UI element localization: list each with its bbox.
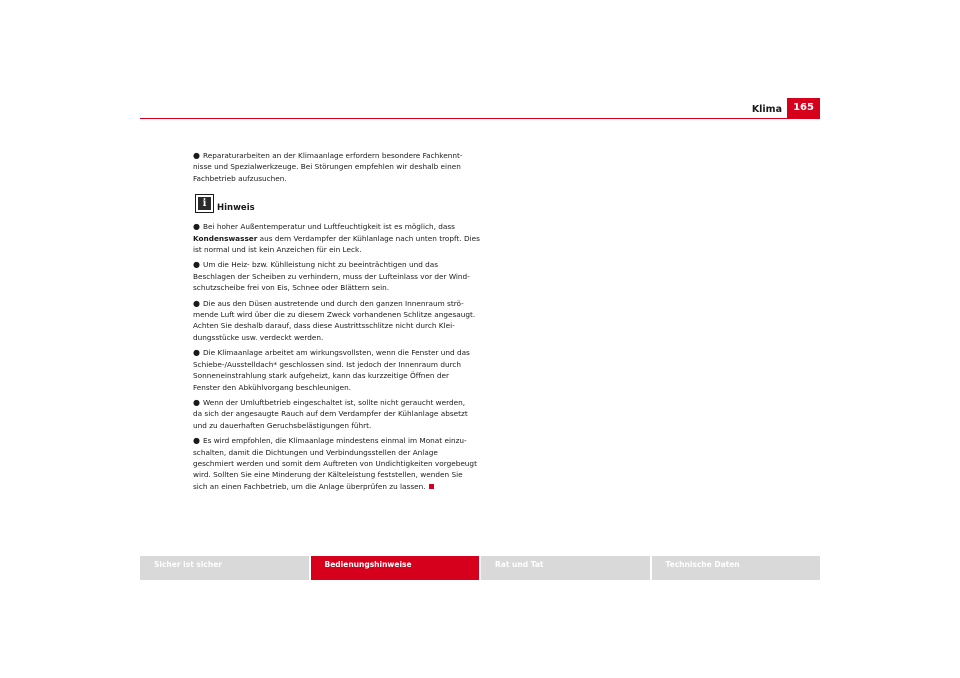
note-bullet-5: ● Wenn der Umluftbetrieb eingeschaltet ist, sollte nicht geraucht werden, da sich der angesaugte Rauch auf dem Verdampfer der Kühlanlage absetzt und zu dauerhaften Geruchsbelästigungen führt. xyxy=(193,397,468,430)
chapter-title: Klima xyxy=(751,104,782,115)
note-bullet-4: ● Die Klimaanlage arbeitet am wirkungsvollsten, wenn die Fenster und das Schiebe-/Ausstelldach* geschlossen sind. Ist jedoch der Innenraum durch Sonneneinstrahlung stark aufgeheizt, kann das kurzzeitige Öffnen der Fenster den Abkühlvorgang beschleunigen. xyxy=(193,348,470,392)
note-header xyxy=(193,196,473,218)
header-rule xyxy=(140,118,820,119)
intro-line-2: nisse und Spezialwerkzeuge. Bei Störungen empfehlen wir deshalb einen xyxy=(193,162,461,172)
bullet-icon: ● xyxy=(193,260,200,270)
note-bullet-1: ● Bei hoher Außentemperatur und Luftfeuchtigkeit ist es möglich, dass Kondenswasser aus dem Verdampfer der Kühlanlage nach unten tropft. Dies ist normal und ist kein Anzeichen für ein Leck. xyxy=(193,222,480,255)
note-title: Hinweis xyxy=(217,203,255,214)
footer-navigation xyxy=(140,556,820,580)
page-number: 165 xyxy=(787,98,820,118)
intro-paragraph xyxy=(193,150,473,184)
tab-bedienungshinweise[interactable]: Bedienungshinweise xyxy=(311,556,480,580)
bullet-icon: ● xyxy=(193,151,200,160)
tab-rat-und-tat[interactable]: Rat und Tat xyxy=(481,556,650,580)
bold-term: Kondenswasser xyxy=(193,233,258,243)
note-bullet-6: ● Es wird empfohlen, die Klimaanlage mindestens einmal im Monat einzu- schalten, damit die Dichtungen und Verbindungsstellen der Anlage geschmiert werden und somit dem Auftreten von Undichtigkeiten vorgebeugt wird. Sollten Sie eine Minderung der Kälteleistung feststellen, wenden Sie sich an einen Fachbetrieb, um die Anlage überprüfen zu lassen. xyxy=(193,436,477,491)
tab-technische-daten[interactable]: Technische Daten xyxy=(652,556,821,580)
bullet-icon: ● xyxy=(193,222,200,232)
bullet-icon: ● xyxy=(193,436,200,446)
bullet-icon: ● xyxy=(193,348,200,358)
intro-line-3: Fachbetrieb aufzusuchen. xyxy=(193,173,287,183)
note-bullet-3: ● Die aus den Düsen austretende und durch den ganzen Innenraum strö- mende Luft wird über die zu diesem Zweck vorhandenen Schlitze angesaugt. Achten Sie deshalb darauf, dass diese Austrittsschlitze nicht durch Klei- dungsstücke usw. verdeckt werden. xyxy=(193,298,476,342)
content-column xyxy=(193,150,480,496)
bullet-icon: ● xyxy=(193,298,200,308)
section-end-marker-icon xyxy=(429,484,434,489)
info-icon: i xyxy=(195,194,214,213)
intro-line-1: Reparaturarbeiten an der Klimaanlage erfordern besondere Fachkennt- xyxy=(202,151,463,160)
tab-sicher-ist-sicher[interactable]: Sicher ist sicher xyxy=(140,556,309,580)
bullet-icon: ● xyxy=(193,397,200,407)
note-bullet-2: ● Um die Heiz- bzw. Kühlleistung nicht zu beeinträchtigen und das Beschlagen der Scheiben zu verhindern, muss der Lufteinlass vor der Wind- schutzscheibe frei von Eis, Schnee oder Blättern sein. xyxy=(193,260,470,293)
